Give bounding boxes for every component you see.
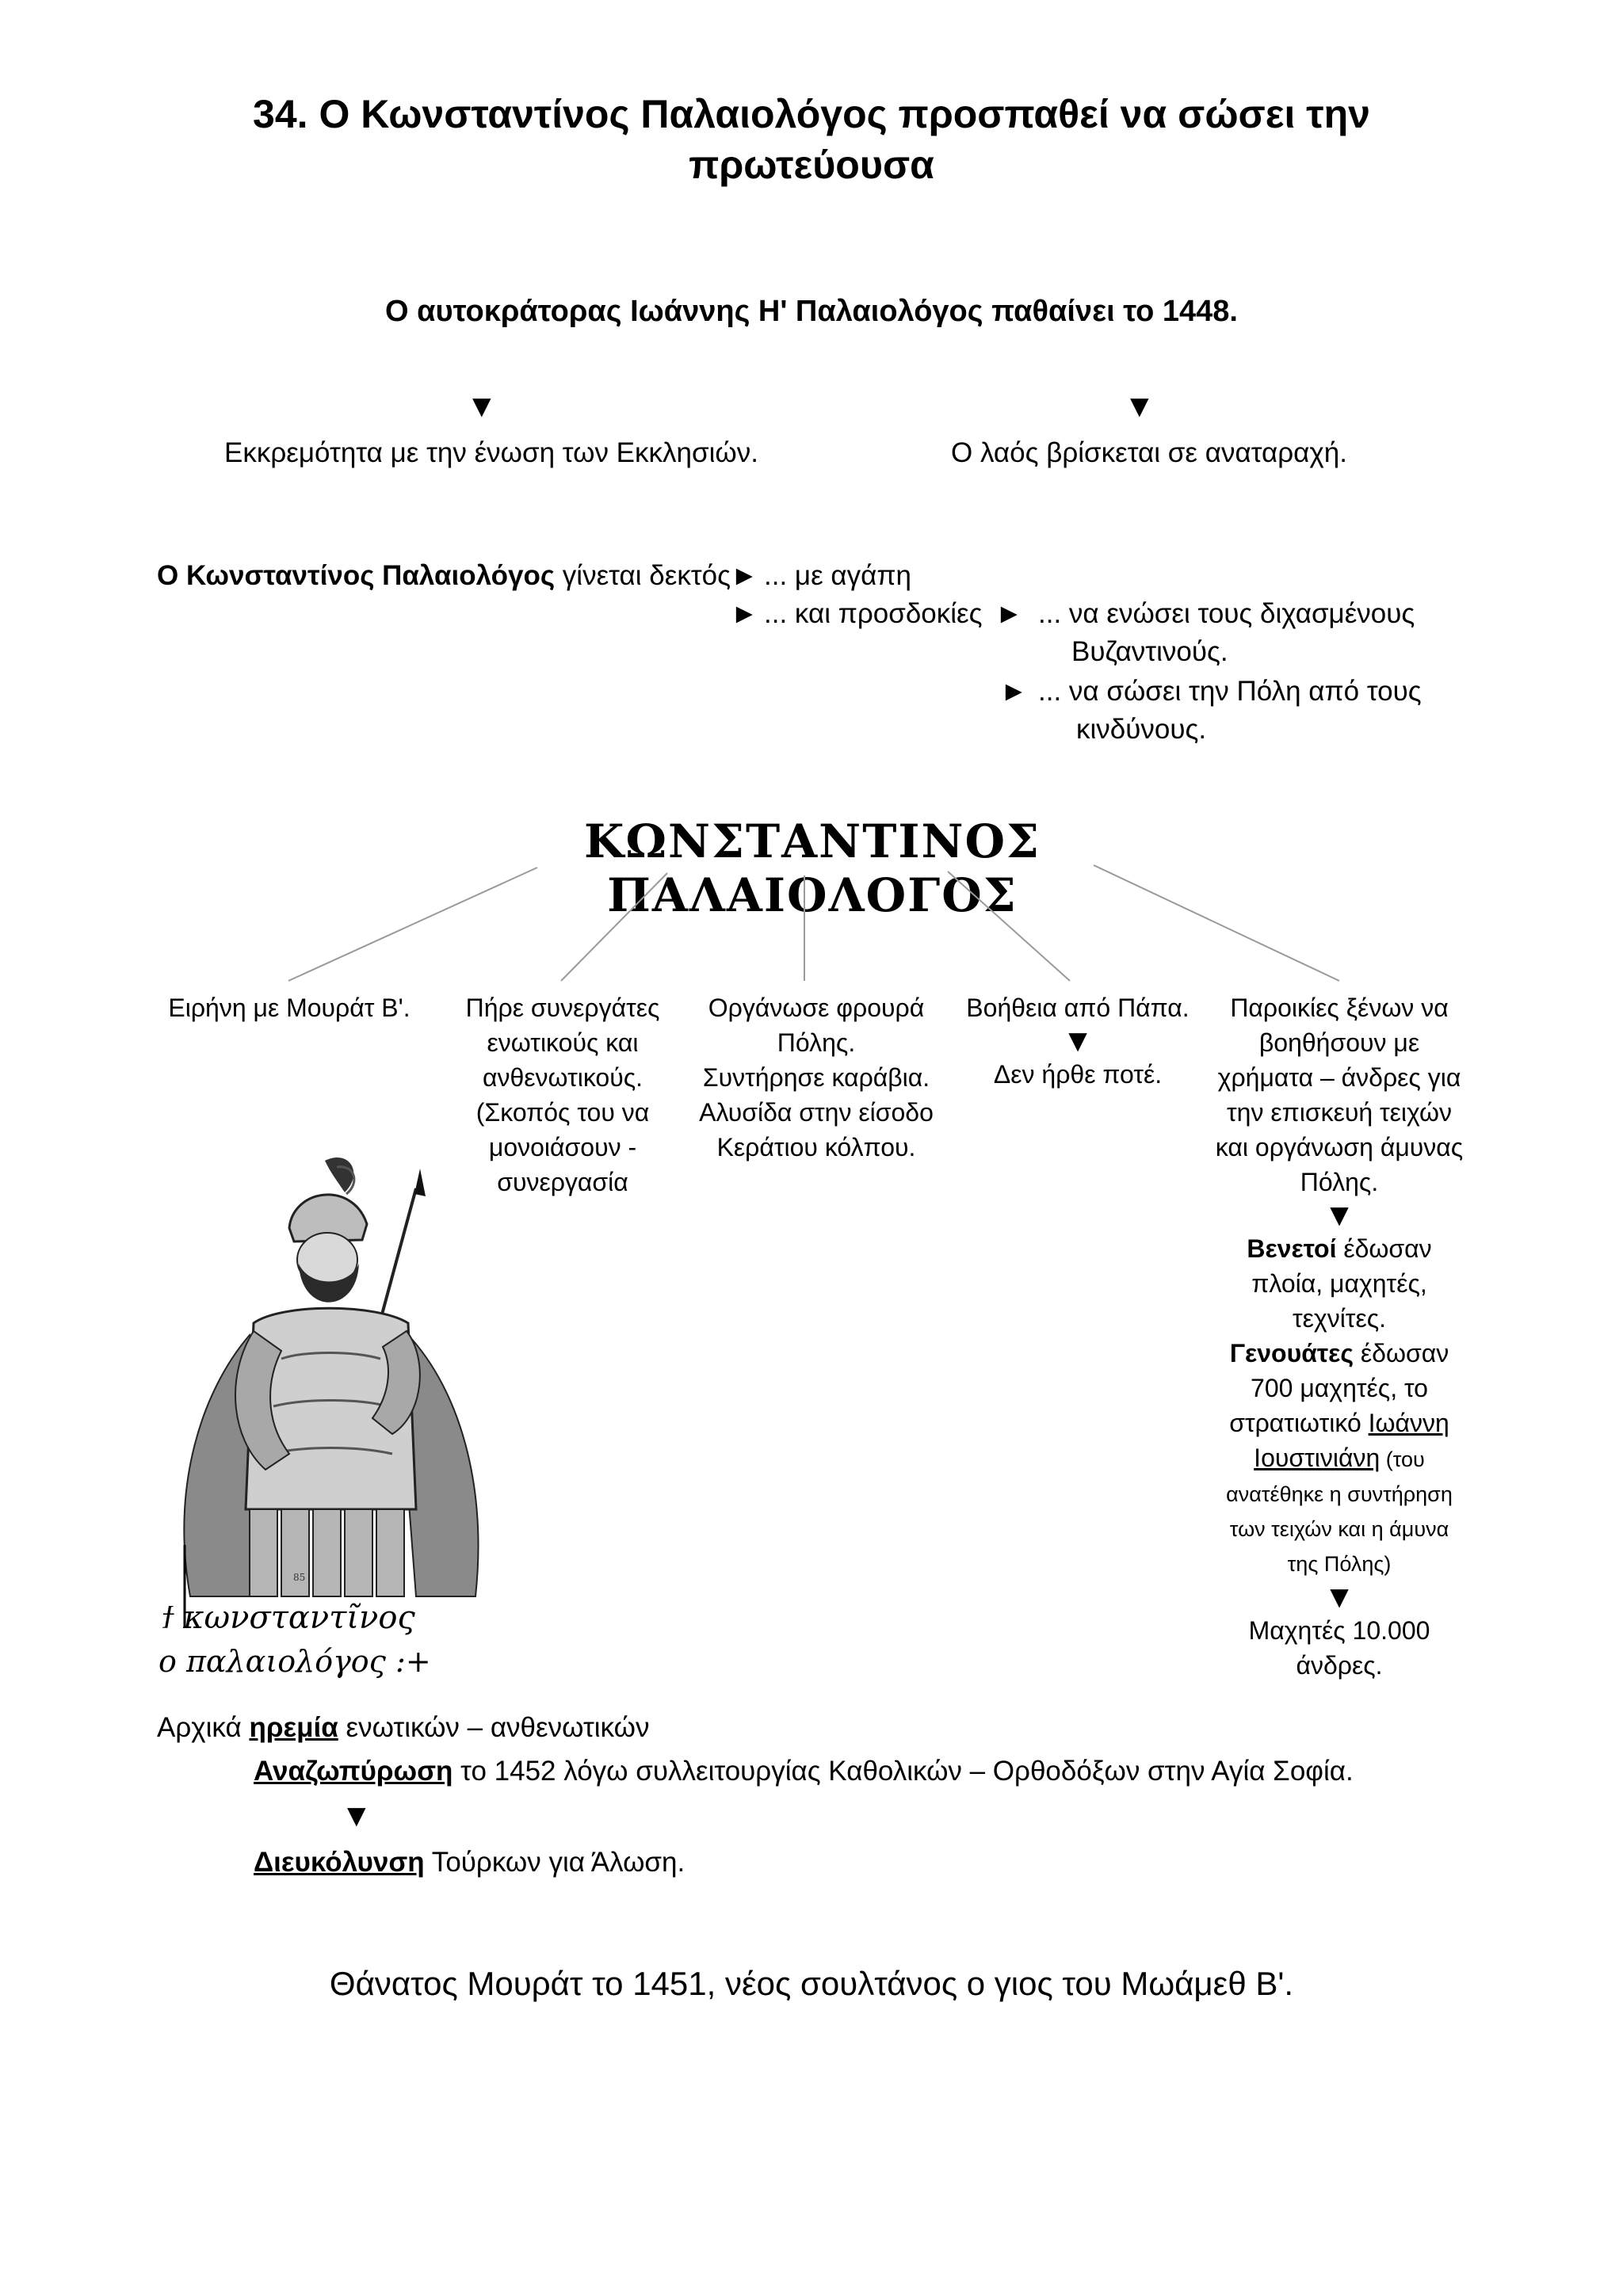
right-arrow-icon: ► xyxy=(731,560,758,591)
branch-foreign-colonies: Παροικίες ξένων να βοηθήσουν με χρήματα – άνδρες για την επισκευή τειχών και οργάνωση άμυνας Πόλης. ▼ Βενετοί έδωσαν πλοία, μαχητές, τεχνίτες. Γενουάτες έδωσαν 700 μαχητές, το στρατιωτικό Ιωάννη Ιουστινιάνη (του ανατέθηκε η συντήρηση των τειχών και η άμυνα της Πόλης) ▼ Μαχητές 10.000 άνδρες. xyxy=(1205,990,1474,1683)
right-arrow-icon: ► xyxy=(1000,676,1028,707)
hope-save-line1: ... να σώσει την Πόλη από τους xyxy=(1038,676,1422,707)
page-number: 85 xyxy=(293,1572,306,1583)
down-arrow-icon: ▼ xyxy=(1124,389,1155,424)
hope-unite-line2: Βυζαντινούς. xyxy=(1071,636,1228,667)
constantine-portrait-engraving xyxy=(155,1153,527,1684)
down-arrow-icon: ▼ xyxy=(1323,1198,1355,1233)
branch-organized-guard: Οργάνωσε φρουρά Πόλης. Συντήρησε καράβια. Αλυσίδα στην είσοδο Κεράτιου κόλπου. xyxy=(699,994,934,1161)
title-line-1: 34. Ο Κωνσταντίνος Παλαιολόγος προσπαθεί να σώσει την xyxy=(253,92,1370,136)
title-line-2: πρωτεύουσα xyxy=(689,143,934,187)
hope-unite-line1: ... να ενώσει τους διχασμένους xyxy=(1038,598,1415,629)
with-love: ... με αγάπη xyxy=(764,560,911,591)
down-arrow-icon: ▼ xyxy=(466,389,498,424)
signature-line-1: ϯ κωνσταντῖνος xyxy=(162,1600,415,1636)
connector-line xyxy=(948,871,1070,981)
connector-line xyxy=(288,868,537,981)
right-arrow-icon: ► xyxy=(731,598,758,629)
ease-line: Διευκόλυνση Τούρκων για Άλωση. xyxy=(254,1847,685,1878)
down-arrow-icon: ▼ xyxy=(1323,1580,1355,1615)
revival-line: Αναζωπύρωση το 1452 λόγω συλλειτουργίας Καθολικών – Ορθοδόξων στην Αγία Σοφία. xyxy=(254,1756,1354,1787)
connector-line xyxy=(1094,865,1339,981)
subtitle: Ο αυτοκράτορας Ιωάννης Η' Παλαιολόγος παθαίνει το 1448. xyxy=(385,295,1238,328)
connector-line xyxy=(561,873,667,981)
branch-collaborators: Πήρε συνεργάτες ενωτικούς και ανθενωτικούς. (Σκοπός του να μονοιάσουν - συνεργασία xyxy=(465,994,660,1196)
consequence-right: Ο λαός βρίσκεται σε αναταραχή. xyxy=(951,437,1347,468)
branch-peace-murad: Ειρήνη με Μουράτ Β'. xyxy=(168,994,411,1022)
initially-line: Αρχικά ηρεμία ενωτικών – ανθενωτικών xyxy=(157,1712,650,1743)
constantine-name: Ο Κωνσταντίνος Παλαιολόγος xyxy=(157,560,556,591)
death-of-murad: Θάνατος Μουράτ το 1451, νέος σουλτάνος ο γιος του Μωάμεθ Β'. xyxy=(329,1965,1294,2002)
consequence-left: Εκκρεμότητα με την ένωση των Εκκλησιών. xyxy=(224,437,758,468)
down-arrow-icon: ▼ xyxy=(341,1798,372,1833)
constantine-verb: γίνεται δεκτός xyxy=(555,560,731,591)
right-arrow-icon: ► xyxy=(995,598,1023,629)
with-hopes: ... και προσδοκίες xyxy=(764,598,983,629)
down-arrow-icon: ▼ xyxy=(1062,1024,1094,1058)
constantine-fancy-heading: ΚΩΝΣΤΑΝΤΙΝΟΣ ΠΑΛΑΙΟΛΟΓΟΣ xyxy=(583,814,1041,922)
signature-line-2: ο παλαιολόγος :+ xyxy=(158,1644,431,1679)
branch-pope-help: Βοήθεια από Πάπα. ▼ Δεν ήρθε ποτέ. xyxy=(951,990,1205,1092)
hope-save-line2: κινδύνους. xyxy=(1076,714,1207,745)
